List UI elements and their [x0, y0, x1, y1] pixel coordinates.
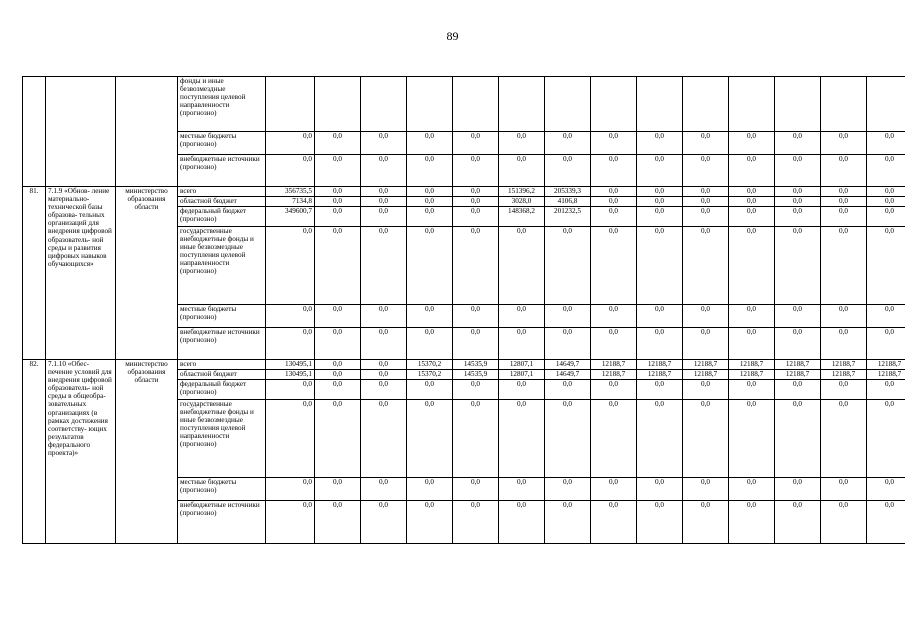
- value-cell: [821, 77, 867, 132]
- measure-name: 7.1.10 «Обес- печение условий для внедрения цифровой образователь- ной среды в общеобра- зовательных организациях (в рамках достижения соответству- ющих результатов федерального проекта)»: [46, 360, 116, 544]
- value-cell: 0,0: [499, 380, 545, 400]
- value-cell: 0,0: [591, 400, 637, 478]
- value-cell: 0,0: [407, 501, 453, 544]
- value-cell: 0,0: [453, 400, 499, 478]
- value-cell: 130495,1: [266, 360, 315, 370]
- value-cell: 0,0: [315, 305, 361, 328]
- funding-source: местные бюджеты (прогнозно): [178, 478, 266, 501]
- value-cell: 12188,7: [591, 360, 637, 370]
- funding-source: внебюджетные источники (прогнозно): [178, 501, 266, 544]
- value-cell: 0,0: [821, 197, 867, 207]
- value-cell: 130495,1: [266, 370, 315, 380]
- value-cell: 15370,2: [407, 360, 453, 370]
- funding-source: местные бюджеты (прогнозно): [178, 305, 266, 328]
- value-cell: 0,0: [315, 478, 361, 501]
- value-cell: 0,0: [315, 380, 361, 400]
- value-cell: [591, 77, 637, 132]
- value-cell: 12188,7: [775, 370, 821, 380]
- value-cell: 0,0: [266, 400, 315, 478]
- value-cell: 12188,7: [637, 360, 683, 370]
- value-cell: [775, 77, 821, 132]
- value-cell: 0,0: [729, 478, 775, 501]
- value-cell: 0,0: [407, 187, 453, 197]
- value-cell: 0,0: [407, 132, 453, 155]
- value-cell: 4106,8: [545, 197, 591, 207]
- value-cell: 0,0: [729, 328, 775, 360]
- value-cell: [637, 77, 683, 132]
- value-cell: 0,0: [867, 478, 905, 501]
- value-cell: 0,0: [683, 155, 729, 187]
- value-cell: 12188,7: [867, 370, 905, 380]
- value-cell: 0,0: [729, 132, 775, 155]
- value-cell: 0,0: [361, 360, 407, 370]
- value-cell: 0,0: [266, 155, 315, 187]
- value-cell: 0,0: [867, 187, 905, 197]
- value-cell: 0,0: [683, 501, 729, 544]
- value-cell: [729, 77, 775, 132]
- value-cell: 0,0: [591, 478, 637, 501]
- value-cell: [499, 77, 545, 132]
- value-cell: 0,0: [453, 305, 499, 328]
- value-cell: 0,0: [591, 155, 637, 187]
- value-cell: 0,0: [361, 380, 407, 400]
- value-cell: 0,0: [545, 380, 591, 400]
- value-cell: [453, 77, 499, 132]
- value-cell: 349600,7: [266, 207, 315, 227]
- value-cell: 0,0: [821, 227, 867, 305]
- value-cell: 0,0: [499, 305, 545, 328]
- value-cell: 0,0: [453, 207, 499, 227]
- value-cell: 14535,9: [453, 370, 499, 380]
- value-cell: 0,0: [683, 132, 729, 155]
- value-cell: 0,0: [545, 478, 591, 501]
- value-cell: 0,0: [315, 501, 361, 544]
- value-cell: 0,0: [867, 207, 905, 227]
- table-row: [23, 360, 905, 370]
- measure-name: [46, 77, 116, 187]
- value-cell: 0,0: [775, 305, 821, 328]
- value-cell: 0,0: [499, 328, 545, 360]
- value-cell: 0,0: [407, 155, 453, 187]
- value-cell: 0,0: [637, 400, 683, 478]
- value-cell: 0,0: [683, 400, 729, 478]
- funding-source: внебюджетные источники (прогнозно): [178, 328, 266, 360]
- value-cell: 0,0: [591, 187, 637, 197]
- value-cell: 0,0: [867, 501, 905, 544]
- page-number: 89: [446, 29, 459, 43]
- value-cell: 0,0: [637, 501, 683, 544]
- value-cell: 0,0: [361, 328, 407, 360]
- value-cell: 0,0: [637, 227, 683, 305]
- value-cell: 0,0: [361, 370, 407, 380]
- value-cell: 0,0: [637, 207, 683, 227]
- value-cell: 12188,7: [683, 360, 729, 370]
- value-cell: 12188,7: [821, 370, 867, 380]
- value-cell: 0,0: [266, 132, 315, 155]
- funding-source: внебюджетные источники (прогнозно): [178, 155, 266, 187]
- value-cell: 0,0: [453, 187, 499, 197]
- value-cell: 0,0: [453, 227, 499, 305]
- value-cell: 0,0: [545, 227, 591, 305]
- value-cell: 205339,3: [545, 187, 591, 197]
- value-cell: 0,0: [729, 501, 775, 544]
- value-cell: 0,0: [729, 305, 775, 328]
- funding-source: федеральный бюджет (прогнозно): [178, 380, 266, 400]
- value-cell: 12188,7: [775, 360, 821, 370]
- value-cell: 12188,7: [729, 370, 775, 380]
- value-cell: 0,0: [729, 227, 775, 305]
- value-cell: 0,0: [545, 132, 591, 155]
- value-cell: 0,0: [545, 328, 591, 360]
- value-cell: 0,0: [821, 400, 867, 478]
- funding-source: местные бюджеты (прогнозно): [178, 132, 266, 155]
- value-cell: 201232,5: [545, 207, 591, 227]
- value-cell: 0,0: [591, 227, 637, 305]
- row-number: 82.: [23, 360, 46, 544]
- value-cell: [266, 77, 315, 132]
- value-cell: 0,0: [453, 155, 499, 187]
- value-cell: 0,0: [266, 501, 315, 544]
- value-cell: 0,0: [637, 305, 683, 328]
- executor: министерство образования области: [116, 187, 178, 360]
- value-cell: 0,0: [637, 197, 683, 207]
- value-cell: 0,0: [591, 207, 637, 227]
- value-cell: 0,0: [545, 501, 591, 544]
- value-cell: 0,0: [821, 207, 867, 227]
- value-cell: 0,0: [499, 132, 545, 155]
- value-cell: 0,0: [867, 155, 905, 187]
- value-cell: 0,0: [315, 207, 361, 227]
- value-cell: 0,0: [453, 478, 499, 501]
- value-cell: 0,0: [315, 227, 361, 305]
- value-cell: 0,0: [821, 501, 867, 544]
- value-cell: 356735,5: [266, 187, 315, 197]
- value-cell: 0,0: [637, 155, 683, 187]
- funding-source: государственные внебюджетные фонды и иные безвозмездные поступления целевой направленности (прогнозно): [178, 400, 266, 478]
- value-cell: 0,0: [637, 380, 683, 400]
- value-cell: 0,0: [266, 478, 315, 501]
- value-cell: 7134,8: [266, 197, 315, 207]
- value-cell: 0,0: [775, 197, 821, 207]
- executor: [116, 77, 178, 187]
- value-cell: 12188,7: [867, 360, 905, 370]
- executor: министерство образования области: [116, 360, 178, 544]
- value-cell: 3028,0: [499, 197, 545, 207]
- value-cell: 0,0: [591, 380, 637, 400]
- value-cell: 12188,7: [683, 370, 729, 380]
- value-cell: 0,0: [637, 187, 683, 197]
- funding-source: областной бюджет: [178, 370, 266, 380]
- value-cell: 0,0: [775, 187, 821, 197]
- value-cell: 0,0: [683, 305, 729, 328]
- value-cell: 0,0: [775, 155, 821, 187]
- value-cell: 0,0: [545, 400, 591, 478]
- value-cell: 151396,2: [499, 187, 545, 197]
- funding-source: всего: [178, 360, 266, 370]
- value-cell: 0,0: [499, 227, 545, 305]
- value-cell: 0,0: [683, 227, 729, 305]
- value-cell: 0,0: [315, 187, 361, 197]
- value-cell: 0,0: [361, 227, 407, 305]
- value-cell: 0,0: [315, 370, 361, 380]
- value-cell: 0,0: [683, 197, 729, 207]
- value-cell: 0,0: [407, 227, 453, 305]
- value-cell: 0,0: [453, 197, 499, 207]
- value-cell: 12188,7: [637, 370, 683, 380]
- value-cell: 0,0: [266, 305, 315, 328]
- value-cell: 0,0: [683, 207, 729, 227]
- value-cell: 0,0: [867, 380, 905, 400]
- value-cell: 0,0: [775, 328, 821, 360]
- value-cell: 0,0: [637, 328, 683, 360]
- value-cell: 0,0: [545, 155, 591, 187]
- value-cell: 0,0: [775, 207, 821, 227]
- value-cell: 0,0: [775, 132, 821, 155]
- value-cell: 0,0: [729, 400, 775, 478]
- value-cell: 0,0: [361, 478, 407, 501]
- measure-name: 7.1.9 «Обнов- ление материально- технической базы образова- тельных организаций для внедрения цифровой образователь- ной среды и развития цифровых навыков обучающихся»: [46, 187, 116, 360]
- value-cell: 0,0: [407, 207, 453, 227]
- value-cell: 0,0: [683, 380, 729, 400]
- value-cell: 0,0: [453, 501, 499, 544]
- row-number: [23, 77, 46, 187]
- value-cell: 0,0: [407, 197, 453, 207]
- value-cell: 0,0: [729, 380, 775, 400]
- value-cell: 0,0: [453, 380, 499, 400]
- value-cell: 0,0: [729, 155, 775, 187]
- value-cell: 0,0: [637, 478, 683, 501]
- value-cell: 0,0: [775, 400, 821, 478]
- value-cell: 0,0: [453, 132, 499, 155]
- value-cell: 0,0: [361, 197, 407, 207]
- value-cell: 0,0: [775, 380, 821, 400]
- value-cell: 0,0: [315, 197, 361, 207]
- budget-table: [22, 76, 905, 544]
- value-cell: 0,0: [775, 501, 821, 544]
- value-cell: 12807,1: [499, 360, 545, 370]
- value-cell: 0,0: [266, 380, 315, 400]
- value-cell: 0,0: [545, 305, 591, 328]
- value-cell: [361, 77, 407, 132]
- value-cell: 0,0: [729, 187, 775, 197]
- value-cell: 0,0: [821, 328, 867, 360]
- value-cell: [683, 77, 729, 132]
- value-cell: 14535,9: [453, 360, 499, 370]
- value-cell: 0,0: [729, 197, 775, 207]
- value-cell: 0,0: [867, 197, 905, 207]
- value-cell: 12188,7: [591, 370, 637, 380]
- value-cell: 0,0: [361, 155, 407, 187]
- value-cell: 0,0: [591, 197, 637, 207]
- value-cell: 0,0: [821, 478, 867, 501]
- value-cell: 0,0: [315, 328, 361, 360]
- value-cell: 148368,2: [499, 207, 545, 227]
- value-cell: 0,0: [315, 360, 361, 370]
- value-cell: 0,0: [361, 400, 407, 478]
- value-cell: 14649,7: [545, 360, 591, 370]
- value-cell: 0,0: [315, 155, 361, 187]
- funding-source: фонды и иные безвозмездные поступления целевой направленности (прогнозно): [178, 77, 266, 132]
- value-cell: 0,0: [266, 227, 315, 305]
- value-cell: 0,0: [821, 305, 867, 328]
- value-cell: 0,0: [821, 132, 867, 155]
- value-cell: 0,0: [775, 227, 821, 305]
- value-cell: 0,0: [361, 501, 407, 544]
- funding-source: федеральный бюджет (прогнозно): [178, 207, 266, 227]
- value-cell: 0,0: [821, 155, 867, 187]
- value-cell: 12807,1: [499, 370, 545, 380]
- value-cell: 0,0: [821, 380, 867, 400]
- value-cell: 0,0: [361, 132, 407, 155]
- funding-source: всего: [178, 187, 266, 197]
- value-cell: 0,0: [453, 328, 499, 360]
- value-cell: 0,0: [867, 400, 905, 478]
- value-cell: 0,0: [266, 328, 315, 360]
- row-number: 81.: [23, 187, 46, 360]
- value-cell: [315, 77, 361, 132]
- value-cell: [407, 77, 453, 132]
- value-cell: 12188,7: [821, 360, 867, 370]
- value-cell: 0,0: [683, 478, 729, 501]
- value-cell: 0,0: [591, 328, 637, 360]
- value-cell: 0,0: [407, 380, 453, 400]
- value-cell: [545, 77, 591, 132]
- value-cell: 0,0: [361, 187, 407, 197]
- value-cell: 0,0: [775, 478, 821, 501]
- value-cell: 0,0: [361, 207, 407, 227]
- value-cell: 0,0: [683, 187, 729, 197]
- value-cell: 0,0: [683, 328, 729, 360]
- table-row: [23, 187, 905, 197]
- value-cell: 0,0: [867, 227, 905, 305]
- value-cell: 0,0: [499, 501, 545, 544]
- value-cell: 0,0: [315, 132, 361, 155]
- value-cell: 0,0: [499, 400, 545, 478]
- value-cell: 0,0: [867, 132, 905, 155]
- value-cell: 0,0: [407, 305, 453, 328]
- funding-source: государственные внебюджетные фонды и иные безвозмездные поступления целевой направленности (прогнозно): [178, 227, 266, 305]
- value-cell: 15370,2: [407, 370, 453, 380]
- value-cell: 0,0: [499, 478, 545, 501]
- value-cell: 12188,7: [729, 360, 775, 370]
- value-cell: 0,0: [499, 155, 545, 187]
- value-cell: 0,0: [361, 305, 407, 328]
- value-cell: 0,0: [407, 478, 453, 501]
- value-cell: 0,0: [407, 328, 453, 360]
- value-cell: 0,0: [315, 400, 361, 478]
- value-cell: 0,0: [729, 207, 775, 227]
- value-cell: 0,0: [821, 187, 867, 197]
- funding-source: областной бюджет: [178, 197, 266, 207]
- value-cell: [867, 77, 905, 132]
- table-row: [23, 77, 905, 132]
- value-cell: 0,0: [591, 132, 637, 155]
- value-cell: 0,0: [591, 305, 637, 328]
- value-cell: 0,0: [591, 501, 637, 544]
- table-body: [23, 77, 905, 544]
- value-cell: 14649,7: [545, 370, 591, 380]
- value-cell: 0,0: [407, 400, 453, 478]
- value-cell: 0,0: [637, 132, 683, 155]
- value-cell: 0,0: [867, 328, 905, 360]
- value-cell: 0,0: [867, 305, 905, 328]
